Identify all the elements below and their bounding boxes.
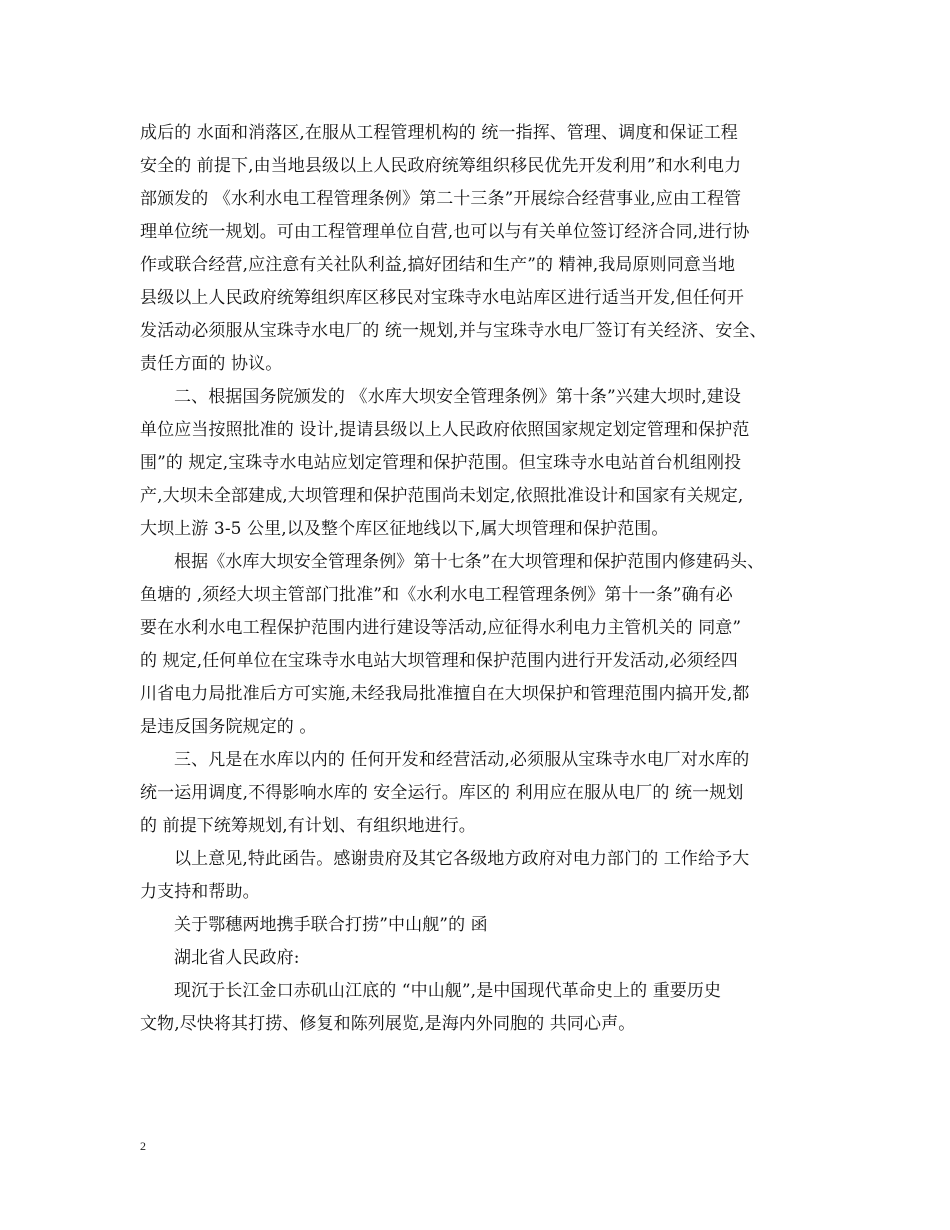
text-line: 是违反国务院规定的 。 (140, 717, 317, 737)
page-number: 2 (140, 1139, 146, 1153)
text-line: 统一运用调度,不得影响水库的 安全运行。库区的 利用应在服从电厂的 统一规划 (140, 783, 744, 803)
text-line: 川省电力局批准后方可实施,未经我局批准擅自在大坝保护和管理范围内搞开发,都 (140, 684, 750, 704)
text-line: 成后的 水面和消落区,在服从工程管理机构的 统一指挥、管理、调度和保证工程 (140, 123, 738, 143)
document-body (140, 117, 812, 1041)
text-line: 围”的 规定,宝珠寺水电站应划定管理和保护范围。但宝珠寺水电站首台机组刚投 (140, 453, 742, 473)
text-line: 单位应当按照批准的 设计,提请县级以上人民政府依照国家规定划定管理和保护范 (140, 420, 750, 440)
text-line: 二、根据国务院颁发的 《水库大坝安全管理条例》第十条”兴建大坝时,建设 (174, 387, 741, 407)
text-line: 关于鄂穗两地携手联合打捞”中山舰”的 函 (174, 915, 488, 935)
text-line: 县级以上人民政府统筹组织库区移民对宝珠寺水电站库区进行适当开发,但任何开 (140, 288, 745, 308)
text-line: 理单位统一规划。可由工程管理单位自营,也可以与有关单位签订经济合同,进行协 (140, 222, 750, 242)
text-line: 的 前提下统筹规划,有计划、有组织地进行。 (140, 816, 476, 836)
text-line: 责任方面的 协议。 (140, 354, 283, 374)
text-line: 根据《水库大坝安全管理条例》第十七条”在大坝管理和保护范围内修建码头、 (174, 552, 765, 572)
text-line: 的 规定,任何单位在宝珠寺水电站大坝管理和保护范围内进行开发活动,必须经四 (140, 651, 738, 671)
text-line: 作或联合经营,应注意有关社队利益,搞好团结和生产”的 精神,我局原则同意当地 (140, 255, 736, 275)
text-line: 以上意见,特此函告。感谢贵府及其它各级地方政府对电力部门的 工作给予大 (174, 849, 750, 869)
text-line: 安全的 前提下,由当地县级以上人民政府统筹组织移民优先开发利用”和水利电力 (140, 156, 742, 176)
text-line: 鱼塘的 ,须经大坝主管部门批准”和《水利水电工程管理条例》第十一条”确有必 (140, 585, 733, 605)
text-line: 部颁发的 《水利水电工程管理条例》第二十三条”开展综合经营事业,应由工程管 (140, 189, 742, 209)
text-line: 文物,尽快将其打捞、修复和陈列展览,是海内外同胞的 共同心声。 (140, 1014, 636, 1034)
text-line: 现沉于长江金口赤矶山江底的 “中山舰”,是中国现代革命史上的 重要历史 (174, 981, 722, 1001)
text-line: 力支持和帮助。 (140, 882, 260, 902)
text-line: 产,大坝未全部建成,大坝管理和保护范围尚未划定,依照批准设计和国家有关规定, (140, 486, 744, 506)
text-line: 发活动必须服从宝珠寺水电厂的 统一规划,并与宝珠寺水电厂签订有关经济、安全、 (140, 321, 767, 341)
text-line: 大坝上游 3-5 公里,以及整个库区征地线以下,属大坝管理和保护范围。 (140, 519, 669, 539)
text-line: 三、凡是在水库以内的 任何开发和经营活动,必须服从宝珠寺水电厂对水库的 (174, 750, 750, 770)
text-line: 湖北省人民政府: (174, 948, 300, 968)
text-line: 要在水利水电工程保护范围内进行建设等活动,应征得水利电力主管机关的 同意” (140, 618, 742, 638)
